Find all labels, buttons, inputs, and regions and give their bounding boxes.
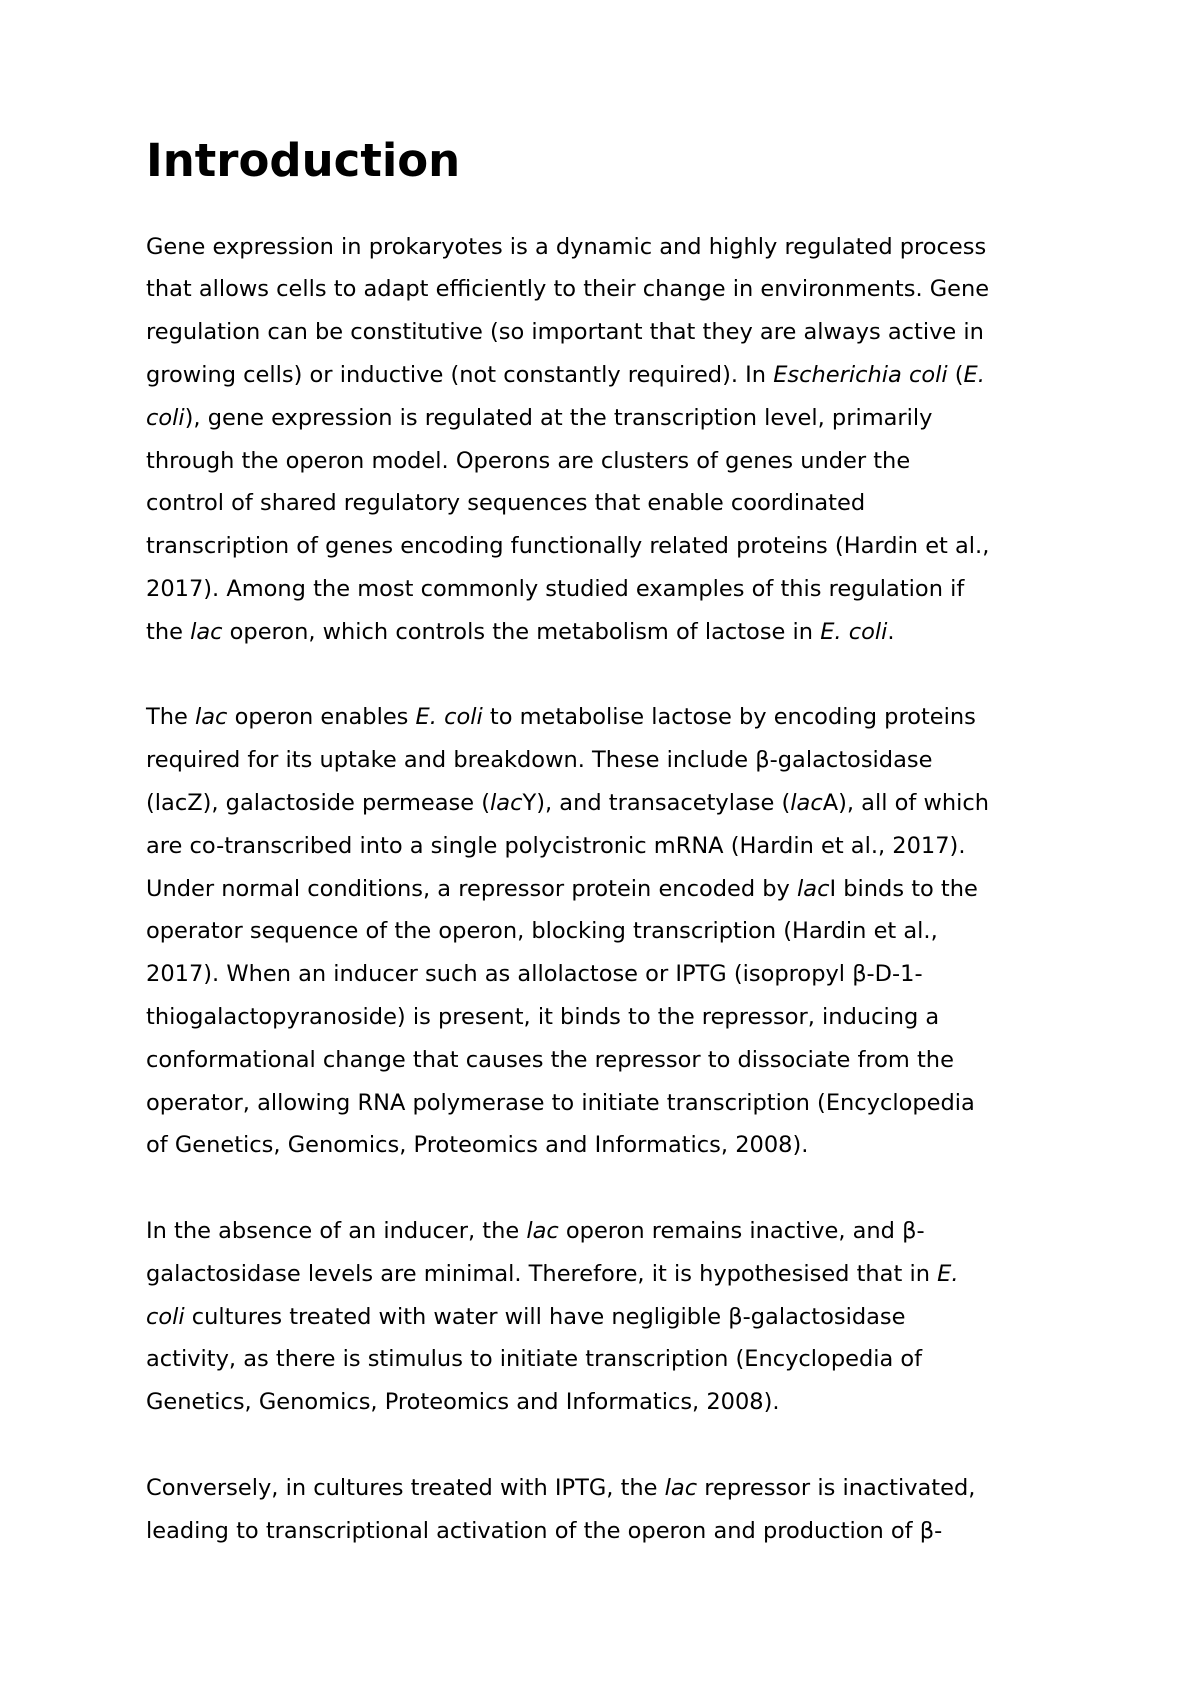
paragraph-gap xyxy=(146,1424,1086,1467)
text-segment: that allows cells to adapt efficiently to their change in environments. Gene xyxy=(146,276,990,303)
text-segment: required for its uptake and breakdown. These include β-galactosidase xyxy=(146,747,933,774)
body-text xyxy=(146,226,1086,1553)
text-segment: operon remains inactive, and β- xyxy=(558,1217,925,1244)
paragraph-gap xyxy=(146,1167,1086,1210)
italic-text: lac xyxy=(526,1217,559,1244)
text-line xyxy=(146,397,1086,440)
italic-text: E. xyxy=(963,361,985,388)
italic-text: lac xyxy=(195,704,228,731)
paragraph xyxy=(146,1210,1086,1424)
text-line xyxy=(146,1124,1086,1167)
text-line xyxy=(146,354,1086,397)
text-segment: through the operon model. Operons are clusters of genes under the xyxy=(146,447,911,474)
text-segment: galactosidase levels are minimal. Therefore, it is hypothesised that in xyxy=(146,1260,938,1287)
text-segment: leading to transcriptional activation of the operon and production of β- xyxy=(146,1517,943,1544)
text-line xyxy=(146,311,1086,354)
text-line xyxy=(146,1039,1086,1082)
text-segment: transcription of genes encoding functionally related proteins (Hardin et al., xyxy=(146,533,990,560)
text-segment: are co-transcribed into a single polycistronic mRNA (Hardin et al., 2017). xyxy=(146,832,966,859)
text-segment: Genetics, Genomics, Proteomics and Informatics, 2008). xyxy=(146,1389,780,1416)
text-segment: control of shared regulatory sequences that enable coordinated xyxy=(146,490,866,517)
text-segment: Conversely, in cultures treated with IPTG, the xyxy=(146,1474,665,1501)
text-segment: The xyxy=(146,704,195,731)
document-page xyxy=(146,134,1086,1552)
text-line xyxy=(146,1253,1086,1296)
section-heading: Introduction xyxy=(146,134,461,187)
text-segment: repressor is inactivated, xyxy=(697,1474,976,1501)
text-line xyxy=(146,525,1086,568)
text-line xyxy=(146,1510,1086,1553)
text-segment: ), gene expression is regulated at the transcription level, primarily xyxy=(184,404,933,431)
text-line xyxy=(146,268,1086,311)
italic-text: E. coli xyxy=(820,618,888,645)
italic-text: lac xyxy=(790,789,823,816)
italic-text: E. xyxy=(937,1260,959,1287)
text-segment: growing cells) or inductive (not constantly required). In xyxy=(146,361,774,388)
text-line xyxy=(146,910,1086,953)
text-segment: In the absence of an inducer, the xyxy=(146,1217,527,1244)
text-segment: Y), and transacetylase ( xyxy=(522,789,791,816)
paragraph xyxy=(146,1467,1086,1553)
text-segment: of Genetics, Genomics, Proteomics and Informatics, 2008). xyxy=(146,1132,809,1159)
text-line xyxy=(146,953,1086,996)
italic-text: coli xyxy=(146,1303,185,1330)
text-line xyxy=(146,996,1086,1039)
text-segment: Gene expression in prokaryotes is a dynamic and highly regulated process xyxy=(146,233,987,260)
paragraph-gap xyxy=(146,654,1086,697)
text-segment: 2017). When an inducer such as allolactose or IPTG (isopropyl β-D-1- xyxy=(146,961,923,988)
text-line xyxy=(146,482,1086,525)
text-line xyxy=(146,1210,1086,1253)
italic-text: coli xyxy=(146,404,185,431)
text-line xyxy=(146,1381,1086,1424)
text-segment: cultures treated with water will have negligible β-galactosidase xyxy=(184,1303,906,1330)
text-line xyxy=(146,1082,1086,1125)
text-line xyxy=(146,611,1086,654)
text-segment: the xyxy=(146,618,191,645)
text-line xyxy=(146,868,1086,911)
text-segment: A), all of which xyxy=(822,789,990,816)
text-segment: regulation can be constitutive (so important that they are always active in xyxy=(146,319,984,346)
text-segment: Under normal conditions, a repressor protein encoded by xyxy=(146,875,798,902)
text-segment: thiogalactopyranoside) is present, it binds to the repressor, inducing a xyxy=(146,1003,940,1030)
text-line xyxy=(146,1338,1086,1381)
text-line xyxy=(146,1296,1086,1339)
text-line xyxy=(146,226,1086,269)
text-segment: activity, as there is stimulus to initiate transcription (Encyclopedia of xyxy=(146,1346,923,1373)
text-segment: conformational change that causes the repressor to dissociate from the xyxy=(146,1046,954,1073)
italic-text: lac xyxy=(797,875,830,902)
text-line xyxy=(146,825,1086,868)
italic-text: lac xyxy=(664,1474,698,1501)
text-segment: . xyxy=(887,618,895,645)
text-line xyxy=(146,696,1086,739)
italic-text: E. coli xyxy=(415,704,483,731)
text-line xyxy=(146,440,1086,483)
italic-text: lac xyxy=(490,789,523,816)
text-segment: operator sequence of the operon, blocking transcription (Hardin et al., xyxy=(146,918,938,945)
text-segment: operon enables xyxy=(227,704,416,731)
text-segment: I binds to the xyxy=(829,875,978,902)
text-segment: 2017). Among the most commonly studied examples of this regulation if xyxy=(146,575,965,602)
text-line xyxy=(146,739,1086,782)
paragraph-gap xyxy=(146,183,1086,226)
text-line xyxy=(146,568,1086,611)
text-segment: operon, which controls the metabolism of lactose in xyxy=(222,618,821,645)
paragraph xyxy=(146,226,1086,654)
paragraph xyxy=(146,696,1086,1167)
text-line xyxy=(146,1467,1086,1510)
text-segment: operator, allowing RNA polymerase to initiate transcription (Encyclopedia xyxy=(146,1089,975,1116)
text-line xyxy=(146,782,1086,825)
text-segment: ( xyxy=(947,361,964,388)
text-segment: (lacZ), galactoside permease ( xyxy=(146,789,491,816)
text-segment: to metabolise lactose by encoding proteins xyxy=(482,704,976,731)
italic-text: Escherichia coli xyxy=(773,361,948,388)
italic-text: lac xyxy=(190,618,223,645)
